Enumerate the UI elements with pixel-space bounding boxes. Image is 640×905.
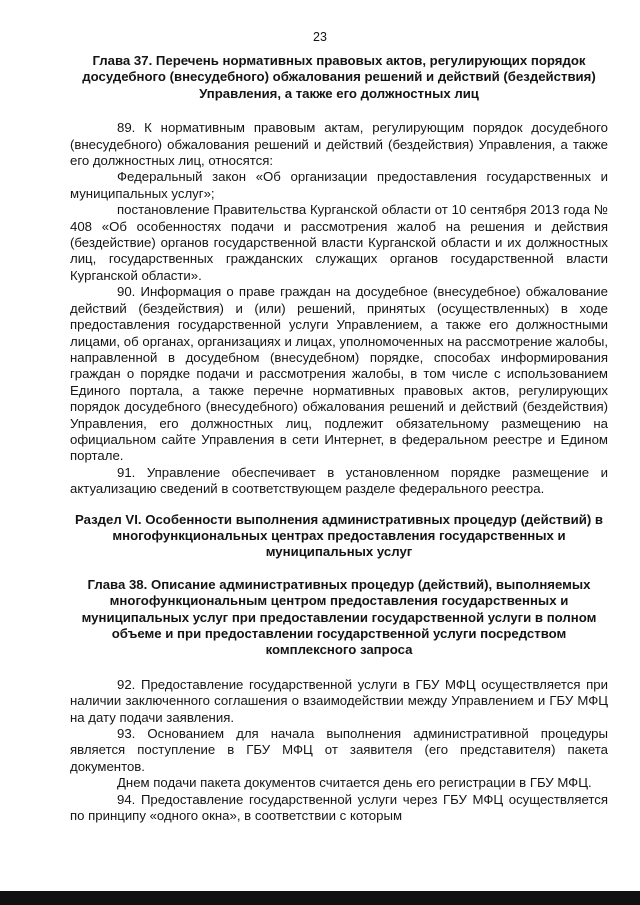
section-6-heading: Раздел VI. Особенности выполнения административных процедур (действий) в многофункциональных центрах предоставления государственных и муниципальных услуг [74, 511, 603, 560]
document-body [70, 53, 608, 824]
paragraph-91: 91. Управление обеспечивает в установленном порядке размещение и актуализацию сведений в соответствующем разделе федерального реестра. [70, 464, 608, 497]
paragraph-federal-law: Федеральный закон «Об организации предоставления государственных и муниципальных услуг»; [70, 169, 608, 201]
paragraph-89: 89. К нормативным правовым актам, регулирующим порядок досудебного (внесудебного) обжалования решений и действий (бездействия) Управления, а также его должностных лиц, относятся: [70, 120, 608, 169]
paragraph-93: 93. Основанием для начала выполнения административной процедуры является поступление в ГБУ МФЦ от заявителя (его представителя) пакета документов. [70, 726, 608, 774]
paragraph-resolution: постановление Правительства Курганской области от 10 сентября 2013 года № 408 «Об особенностях подачи и рассмотрения жалоб на решения и действия (бездействие) органов государственной власти Курганской области и их должностных лиц, государственных гражданских служащих органов государственной власти Курганской области». [70, 202, 608, 283]
chapter-38-heading: Глава 38. Описание административных процедур (действий), выполняемых многофункциональным центром предоставления государственных и муниципальных услуг при предоставлении государственной услуги в полном объеме и при предоставлении государственной услуги посредством комплексного запроса [81, 576, 597, 658]
page-number: 23 [313, 30, 327, 44]
paragraph-registration-day: Днем подачи пакета документов считается день его регистрации в ГБУ МФЦ. [117, 775, 592, 791]
paragraph-90: 90. Информация о праве граждан на досудебное (внесудебное) обжалование действий (бездействия) и (или) решений, принятых (осуществленных) в ходе предоставления государственной услуги Управлением, а также его должностными лицами, об органах, организациях и лицах, уполномоченных на рассмотрение жалобы, направленной в досудебном (внесудебном) порядке, способах информирования граждан о порядке подачи и рассмотрения жалобы, в том числе с использованием Единого портала, а также перечне нормативных правовых актов, регулирующих порядок досудебного (внесудебного) обжалования решений и действий (бездействия) Управления, его должностных лиц, подлежит обязательному размещению на официальном сайте Управления в сети Интернет, в федеральном реестре и Едином портале. [70, 284, 608, 464]
chapter-37-heading: Глава 37. Перечень нормативных правовых актов, регулирующих порядок досудебного (внесудебного) обжалования решений и действий (бездействия) Управления, а также его должностных лиц [82, 53, 596, 101]
paragraph-92: 92. Предоставление государственной услуги в ГБУ МФЦ осуществляется при наличии заключенного соглашения о взаимодействии между Управлением и ГБУ МФЦ на дату подачи заявления. [70, 676, 608, 725]
scan-edge-bar [0, 891, 640, 905]
paragraph-94: 94. Предоставление государственной услуги через ГБУ МФЦ осуществляется по принципу «одного окна», в соответствии с которым [70, 791, 608, 824]
